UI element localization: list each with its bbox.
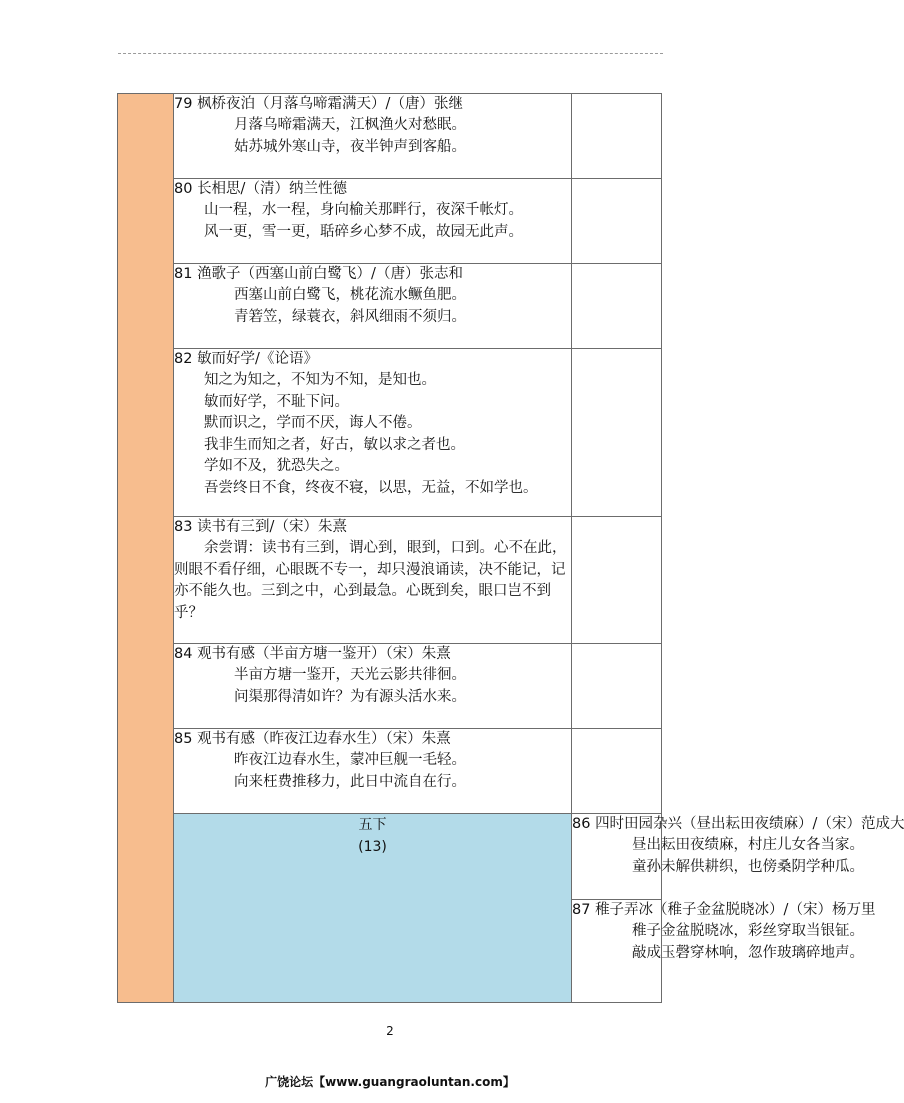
poem-title: 87 稚子弄冰（稚子金盆脱晓冰）/（宋）杨万里 (572, 902, 876, 918)
poem-line: 童孙未解供耕织，也傍桑阴学种瓜。 (632, 858, 864, 875)
poem-cell-87 (572, 900, 876, 1003)
table-row (118, 349, 662, 517)
table-row (118, 264, 662, 349)
poem-line: 吾尝终日不食，终夜不寝，以思，无益，不如学也。 (204, 479, 538, 496)
prose-paragraph: 余尝谓：读书有三到，谓心到，眼到，口到。心不在此，则眼不看仔细，心眼既不专一，却只漫浪诵读，决不能记，记亦不能久也。三到之中，心到最急。心既到矣，眼口岂不到乎？ (174, 540, 567, 621)
poem-line: 知之为知之，不知为不知，是知也。 (204, 372, 436, 388)
poem-cell-84 (174, 644, 572, 729)
blank-cell (572, 179, 662, 264)
poem-line: 敲成玉磬穿林响，忽作玻璃碎地声。 (632, 944, 864, 961)
poem-title: 81 渔歌子（西塞山前白鹭飞）/（唐）张志和 (174, 266, 463, 282)
poem-line: 默而识之，学而不厌，诲人不倦。 (204, 415, 422, 431)
poem-cell-86 (572, 814, 904, 900)
table-row (118, 517, 662, 644)
page-number: 2 (386, 1024, 394, 1038)
grade-count: (13) (358, 839, 387, 855)
poem-line: 问渠那得清如许？为有源头活水来。 (234, 688, 466, 705)
poem-line: 风一更，雪一更，聒碎乡心梦不成，故园无此声。 (204, 223, 523, 240)
grade-cell-blue (174, 814, 572, 1003)
poem-line: 我非生而知之者，好古，敏以求之者也。 (204, 436, 465, 453)
poem-cell-79 (174, 94, 572, 179)
blank-cell (572, 517, 662, 644)
poem-line: 青箬笠，绿蓑衣，斜风细雨不须归。 (234, 308, 466, 325)
blank-cell (572, 349, 662, 517)
poem-line: 西塞山前白鹭飞，桃花流水鳜鱼肥。 (234, 287, 466, 303)
poem-cell-82 (174, 349, 572, 517)
table-row (118, 814, 662, 900)
poem-title: 79 枫桥夜泊（月落乌啼霜满天）/（唐）张继 (174, 96, 463, 112)
poem-title: 86 四时田园杂兴（昼出耘田夜绩麻）/（宋）范成大 (572, 816, 904, 832)
poem-line: 姑苏城外寒山寺，夜半钟声到客船。 (234, 138, 466, 155)
poem-cell-80 (174, 179, 572, 264)
poem-cell-83 (174, 517, 572, 644)
blank-cell (572, 644, 662, 729)
poem-title: 82 敏而好学/《论语》 (174, 351, 318, 367)
poem-title: 80 长相思/（清）纳兰性德 (174, 181, 347, 197)
poem-line: 昼出耘田夜绩麻，村庄儿女各当家。 (632, 837, 864, 853)
poem-line: 半亩方塘一鉴开，天光云影共徘徊。 (234, 667, 466, 683)
grade-label: 五下 (358, 817, 387, 833)
poem-cell-81 (174, 264, 572, 349)
table-row (118, 729, 662, 814)
blank-cell (572, 94, 662, 179)
table-row (118, 179, 662, 264)
table-row (118, 644, 662, 729)
poem-line: 敏而好学，不耻下问。 (204, 393, 349, 410)
poem-line: 昨夜江边春水生，蒙冲巨舰一毛轻。 (234, 752, 466, 768)
poem-line: 月落乌啼霜满天，江枫渔火对愁眠。 (234, 117, 466, 133)
site-footer: 广饶论坛【www.guangraoluntan.com】 (265, 1075, 515, 1089)
grade-cell-orange (118, 94, 174, 1003)
blank-cell (572, 729, 662, 814)
poem-cell-85 (174, 729, 572, 814)
header-divider (118, 53, 663, 54)
poem-title: 84 观书有感（半亩方塘一鉴开）（宋）朱熹 (174, 646, 451, 662)
table-row (118, 94, 662, 179)
poem-line: 学如不及，犹恐失之。 (204, 458, 349, 474)
poem-table (117, 93, 904, 1003)
poem-title: 83 读书有三到/（宋）朱熹 (174, 519, 347, 535)
poem-line: 向来枉费推移力，此日中流自在行。 (234, 773, 466, 790)
poem-line: 稚子金盆脱晓冰，彩丝穿取当银钲。 (632, 923, 864, 939)
blank-cell (572, 264, 662, 349)
poem-line: 山一程，水一程，身向榆关那畔行，夜深千帐灯。 (204, 202, 523, 218)
poem-title: 85 观书有感（昨夜江边春水生）（宋）朱熹 (174, 731, 451, 747)
